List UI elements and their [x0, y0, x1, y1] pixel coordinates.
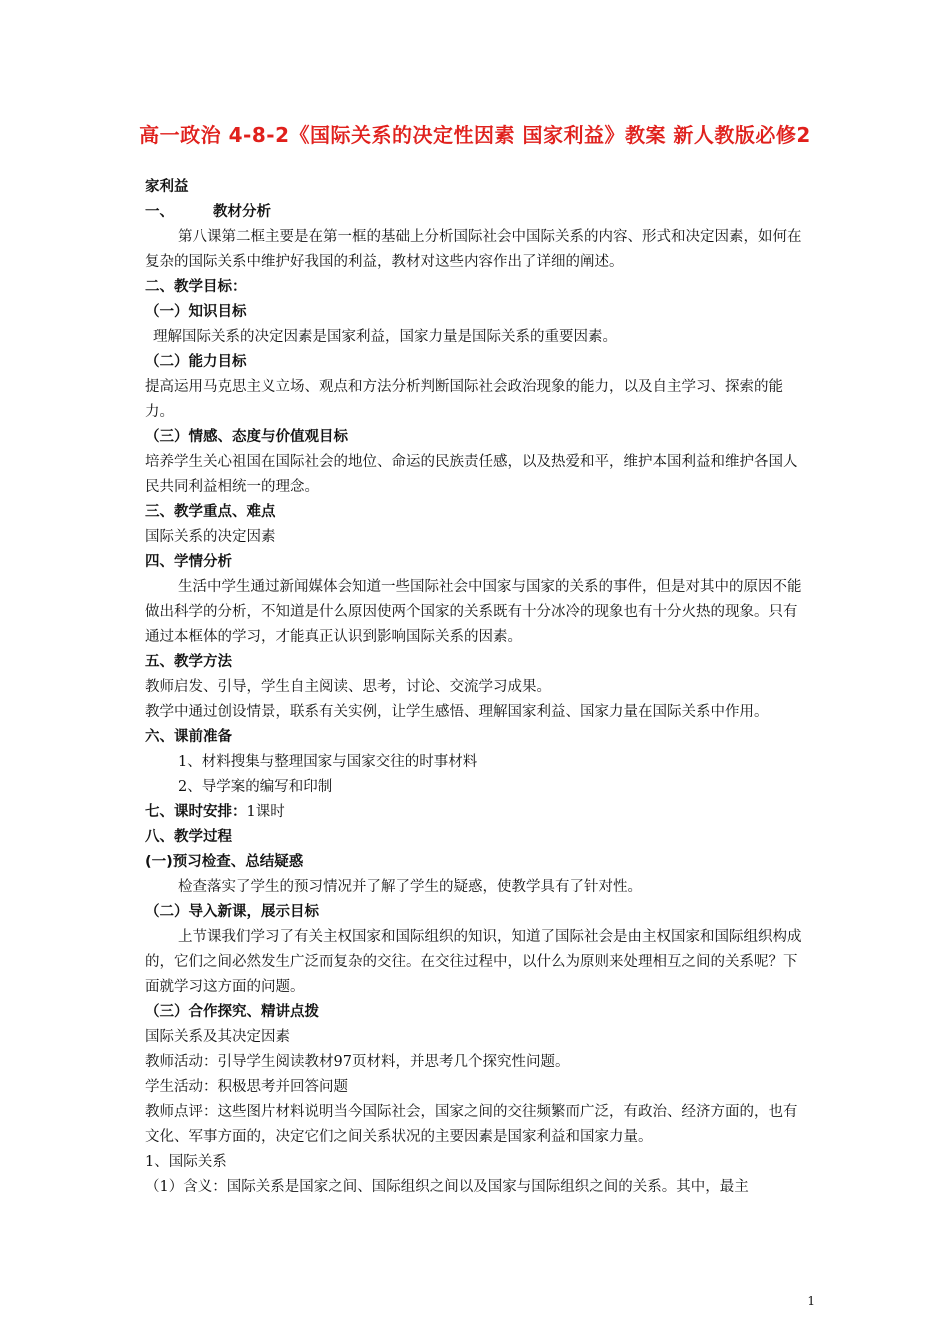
subsection-heading: （三）情感、态度与价值观目标: [145, 429, 348, 445]
section-heading-5: 五、教学方法: [145, 654, 232, 670]
page-number: 1: [807, 1294, 815, 1308]
paragraph: 国际关系的决定因素: [145, 529, 276, 545]
section-heading-7: [145, 800, 810, 825]
paragraph: 提高运用马克思主义立场、观点和方法分析判断国际社会政治现象的能力，以及自主学习、探索的能力。: [145, 379, 783, 420]
section-heading-2: 二、教学目标：: [145, 279, 247, 295]
paragraph: 国际关系及其决定因素: [145, 1029, 290, 1045]
section-number: 一、: [145, 204, 174, 220]
section-heading-3: 三、教学重点、难点: [145, 504, 276, 520]
subtitle: 家利益: [145, 179, 189, 195]
paragraph: 1、国际关系: [145, 1154, 227, 1170]
subsection-heading: （二）能力目标: [145, 354, 247, 370]
subsection-heading: （一）知识目标: [145, 304, 247, 320]
paragraph: 教师启发、引导，学生自主阅读、思考，讨论、交流学习成果。: [145, 679, 551, 695]
document-title: 高一政治 4-8-2《国际关系的决定性因素 国家利益》教案 新人教版必修2: [139, 123, 811, 147]
document-body: [145, 175, 810, 1200]
paragraph: （1）含义：国际关系是国家之间、国际组织之间以及国家与国际组织之间的关系。其中，最主: [145, 1179, 749, 1195]
subsection-heading: (一)预习检查、总结疑惑: [145, 854, 304, 870]
lesson-time-value: 1课时: [246, 804, 285, 820]
paragraph: 教师活动：引导学生阅读教材97页材料，并思考几个探究性问题。: [145, 1054, 570, 1070]
paragraph: 上节课我们学习了有关主权国家和国际组织的知识，知道了国际社会是由主权国家和国际组织构成的，它们之间必然发生广泛而复杂的交往。在交往过程中，以什么为原则来处理相互之间的关系呢？下面就学习这方面的问题。: [145, 929, 802, 995]
list-item: 2、导学案的编写和印制: [178, 779, 333, 795]
paragraph: 检查落实了学生的预习情况并了解了学生的疑惑，使教学具有了针对性。: [178, 879, 642, 895]
list-item: 1、材料搜集与整理国家与国家交往的时事材料: [178, 754, 478, 770]
paragraph: 教师点评：这些图片材料说明当今国际社会，国家之间的交往频繁而广泛，有政治、经济方面的，也有文化、军事方面的，决定它们之间关系状况的主要因素是国家利益和国家力量。: [145, 1104, 798, 1145]
section-heading-text: 教材分析: [213, 204, 271, 220]
paragraph: 培养学生关心祖国在国际社会的地位、命运的民族责任感，以及热爱和平，维护本国利益和维护各国人民共同利益相统一的理念。: [145, 454, 798, 495]
paragraph: 理解国际关系的决定因素是国家利益，国家力量是国际关系的重要因素。: [153, 329, 617, 345]
subsection-heading: （二）导入新课，展示目标: [145, 904, 319, 920]
paragraph: 教学中通过创设情景，联系有关实例，让学生感悟、理解国家利益、国家力量在国际关系中作用。: [145, 704, 769, 720]
section-heading-6: 六、课前准备: [145, 729, 232, 745]
section-heading-8: 八、教学过程: [145, 829, 232, 845]
paragraph: 学生活动：积极思考并回答问题: [145, 1079, 348, 1095]
section-heading-text: 七、课时安排：: [145, 804, 247, 820]
subsection-heading: （三）合作探究、精讲点拨: [145, 1004, 319, 1020]
paragraph: 第八课第二框主要是在第一框的基础上分析国际社会中国际关系的内容、形式和决定因素，如何在复杂的国际关系中维护好我国的利益，教材对这些内容作出了详细的阐述。: [145, 229, 802, 270]
section-heading-1: [145, 200, 810, 225]
section-heading-4: 四、学情分析: [145, 554, 232, 570]
paragraph: 生活中学生通过新闻媒体会知道一些国际社会中国家与国家的关系的事件，但是对其中的原因不能做出科学的分析，不知道是什么原因使两个国家的关系既有十分冰冷的现象也有十分火热的现象。只有通过本框体的学习，才能真正认识到影响国际关系的因素。: [145, 579, 802, 645]
